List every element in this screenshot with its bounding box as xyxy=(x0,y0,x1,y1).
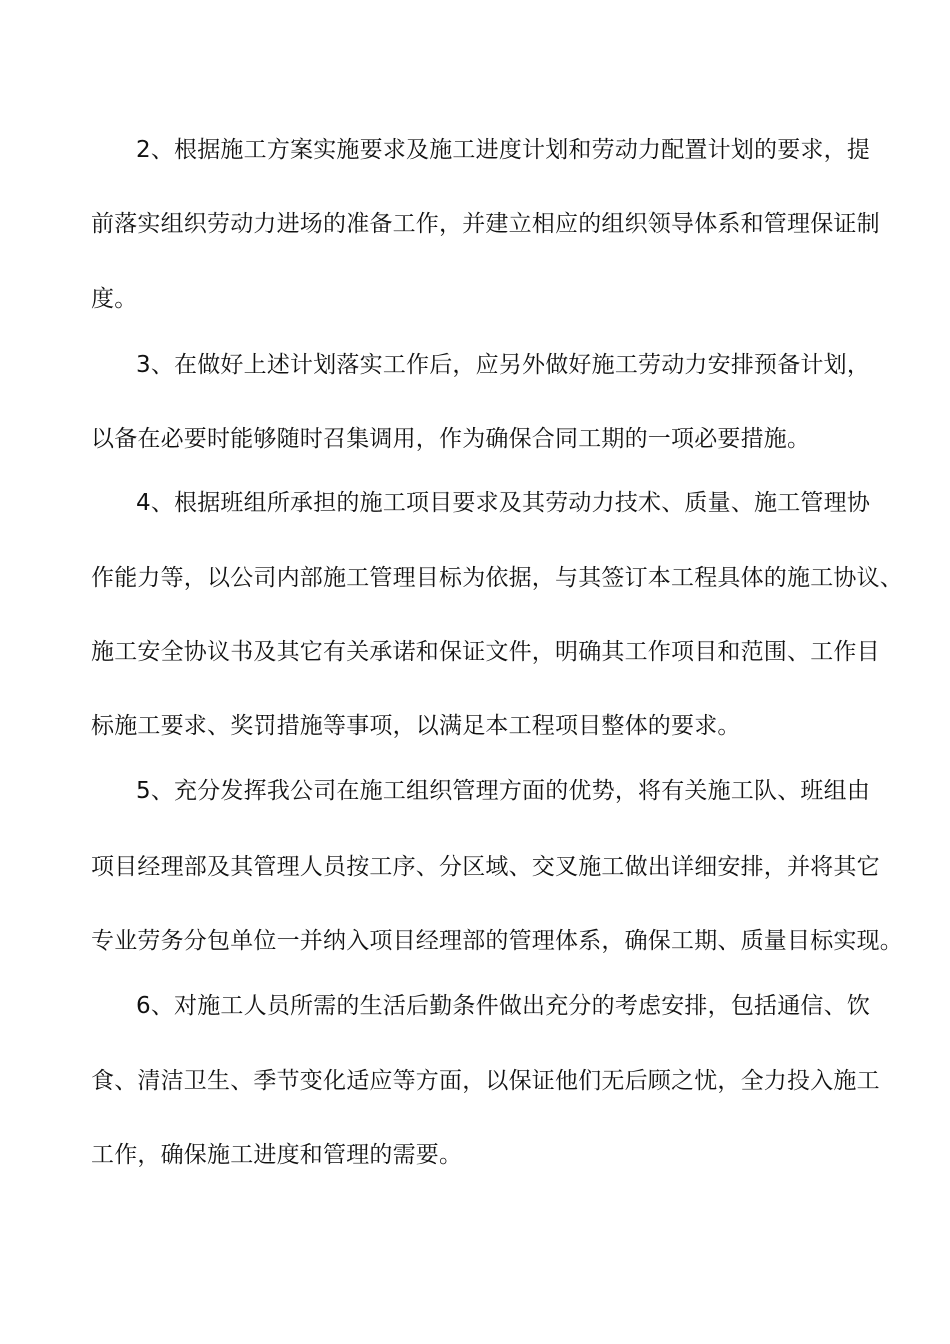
paragraph-4-line-4: 标施工要求、奖罚措施等事项，以满足本工程项目整体的要求。 xyxy=(91,713,741,739)
paragraph-2-line-3: 度。 xyxy=(91,286,138,312)
paragraph-4-line-3: 施工安全协议书及其它有关承诺和保证文件，明确其工作项目和范围、工作目 xyxy=(91,639,880,665)
paragraph-4-line-2: 作能力等，以公司内部施工管理目标为依据，与其签订本工程具体的施工协议、 xyxy=(91,565,903,591)
paragraph-3-line-2: 以备在必要时能够随时召集调用，作为确保合同工期的一项必要措施。 xyxy=(91,426,811,452)
paragraph-6-line-3: 工作，确保施工进度和管理的需要。 xyxy=(91,1142,463,1168)
paragraph-2-line-2: 前落实组织劳动力进场的准备工作，并建立相应的组织领导体系和管理保证制 xyxy=(91,211,880,237)
paragraph-3-line-1: 3、在做好上述计划落实工作后，应另外做好施工劳动力安排预备计划， xyxy=(136,352,871,378)
paragraph-5-line-3: 专业劳务分包单位一并纳入项目经理部的管理体系，确保工期、质量目标实现。 xyxy=(91,928,903,954)
paragraph-4-line-1: 4、根据班组所承担的施工项目要求及其劳动力技术、质量、施工管理协 xyxy=(136,490,871,516)
paragraph-5-line-1: 5、充分发挥我公司在施工组织管理方面的优势，将有关施工队、班组由 xyxy=(136,778,871,804)
paragraph-6-line-1: 6、对施工人员所需的生活后勤条件做出充分的考虑安排，包括通信、饮 xyxy=(136,993,871,1019)
paragraph-5-line-2: 项目经理部及其管理人员按工序、分区域、交叉施工做出详细安排，并将其它 xyxy=(91,854,880,880)
paragraph-6-line-2: 食、清洁卫生、季节变化适应等方面，以保证他们无后顾之忧，全力投入施工 xyxy=(91,1068,880,1094)
paragraph-2-line-1: 2、根据施工方案实施要求及施工进度计划和劳动力配置计划的要求，提 xyxy=(136,137,871,163)
